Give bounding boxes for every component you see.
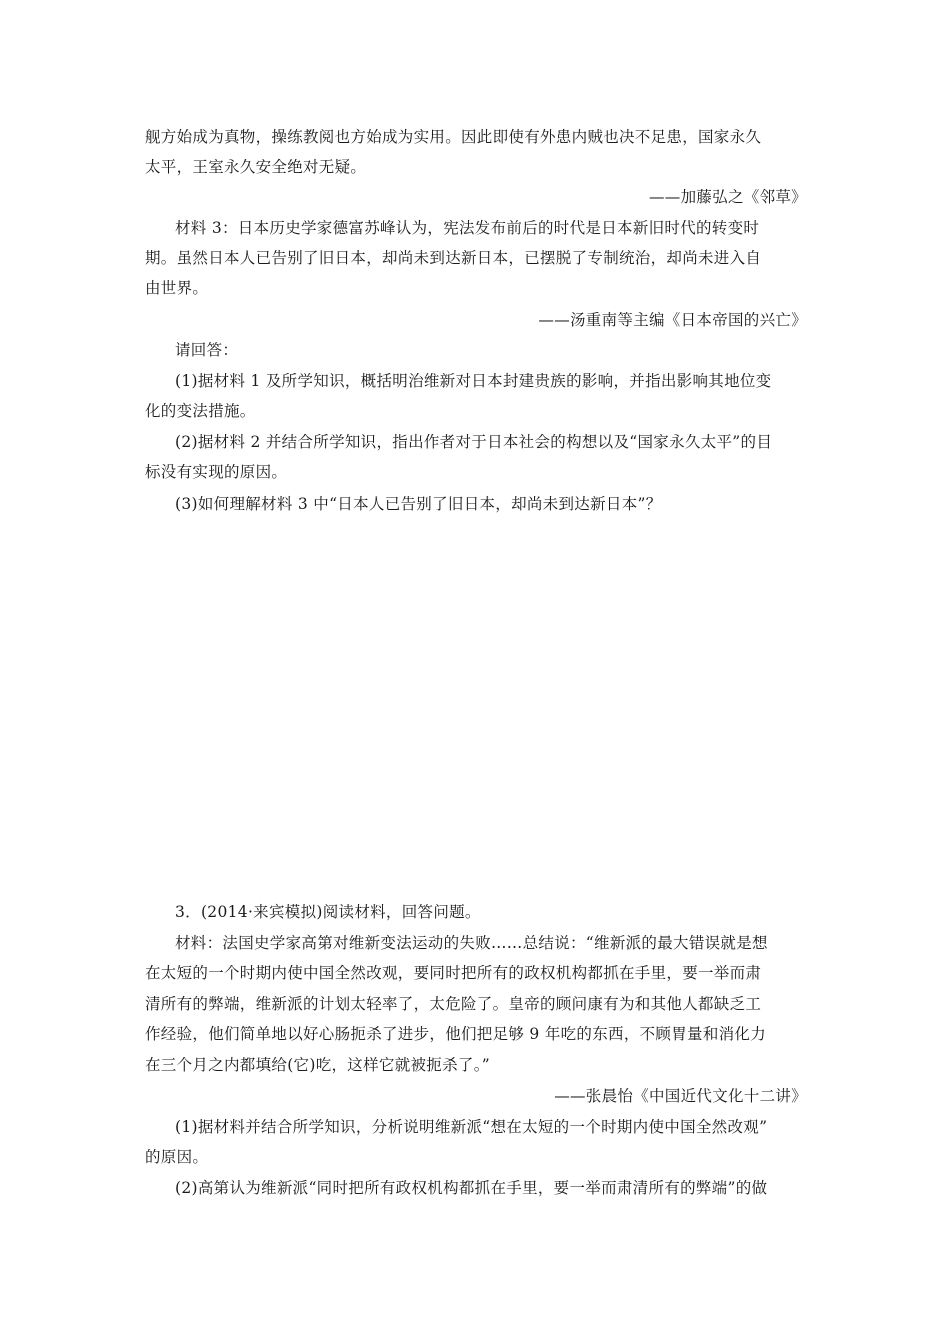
question-heading: 3．(2014·来宾模拟)阅读材料，回答问题。 xyxy=(175,903,481,921)
material-line: 材料：法国史学家高第对维新变法运动的失败……总结说：“维新派的最大错误就是想 xyxy=(175,934,768,952)
material-3-line: 由世界。 xyxy=(145,279,209,297)
citation: ——加藤弘之《邻草》 xyxy=(648,188,807,206)
material-3-line: 期。虽然日本人已告别了旧日本，却尚未到达新日本，已摆脱了专制统治，却尚未进入自 xyxy=(145,249,762,267)
question-1: (1)据材料并结合所学知识，分析说明维新派“想在太短的一个时期内使中国全然改观” xyxy=(175,1118,768,1136)
question-1: 化的变法措施。 xyxy=(145,402,256,420)
material-3-line: 材料 3：日本历史学家德富苏峰认为，宪法发布前后的时代是日本新旧时代的转变时 xyxy=(175,219,760,237)
material-line: 在三个月之内都填给(它)吃，这样它就被扼杀了。” xyxy=(145,1056,490,1074)
question-1: (1)据材料 1 及所学知识，概括明治维新对日本封建贵族的影响，并指出影响其地位变 xyxy=(175,372,772,390)
question-3: (3)如何理解材料 3 中“日本人已告别了旧日本，却尚未到达新日本”？ xyxy=(175,495,662,513)
question-2: 标没有实现的原因。 xyxy=(145,463,288,481)
citation: ——汤重南等主编《日本帝国的兴亡》 xyxy=(538,311,807,329)
material-line: 作经验，他们简单地以好心肠扼杀了进步，他们把足够 9 年吃的东西，不顾胃量和消化力 xyxy=(145,1025,767,1043)
text-line: 太平，王室永久安全绝对无疑。 xyxy=(145,158,367,176)
text-line: 舰方始成为真物，操练教阅也方始成为实用。因此即使有外患内贼也决不足患，国家永久 xyxy=(145,128,762,146)
material-line: 在太短的一个时期内使中国全然改观，要同时把所有的政权机构都抓在手里，要一举而肃 xyxy=(145,964,762,982)
answer-prompt: 请回答： xyxy=(175,341,239,359)
question-1: 的原因。 xyxy=(145,1148,209,1166)
citation: ——张晨怡《中国近代文化十二讲》 xyxy=(554,1087,807,1105)
question-2: (2)高第认为维新派“同时把所有政权机构都抓在手里，要一举而肃清所有的弊端”的做 xyxy=(175,1179,768,1197)
material-line: 清所有的弊端，维新派的计划太轻率了，太危险了。皇帝的顾问康有为和其他人都缺乏工 xyxy=(145,995,762,1013)
question-2: (2)据材料 2 并结合所学知识，指出作者对于日本社会的构想以及“国家永久太平”的目 xyxy=(175,433,773,451)
